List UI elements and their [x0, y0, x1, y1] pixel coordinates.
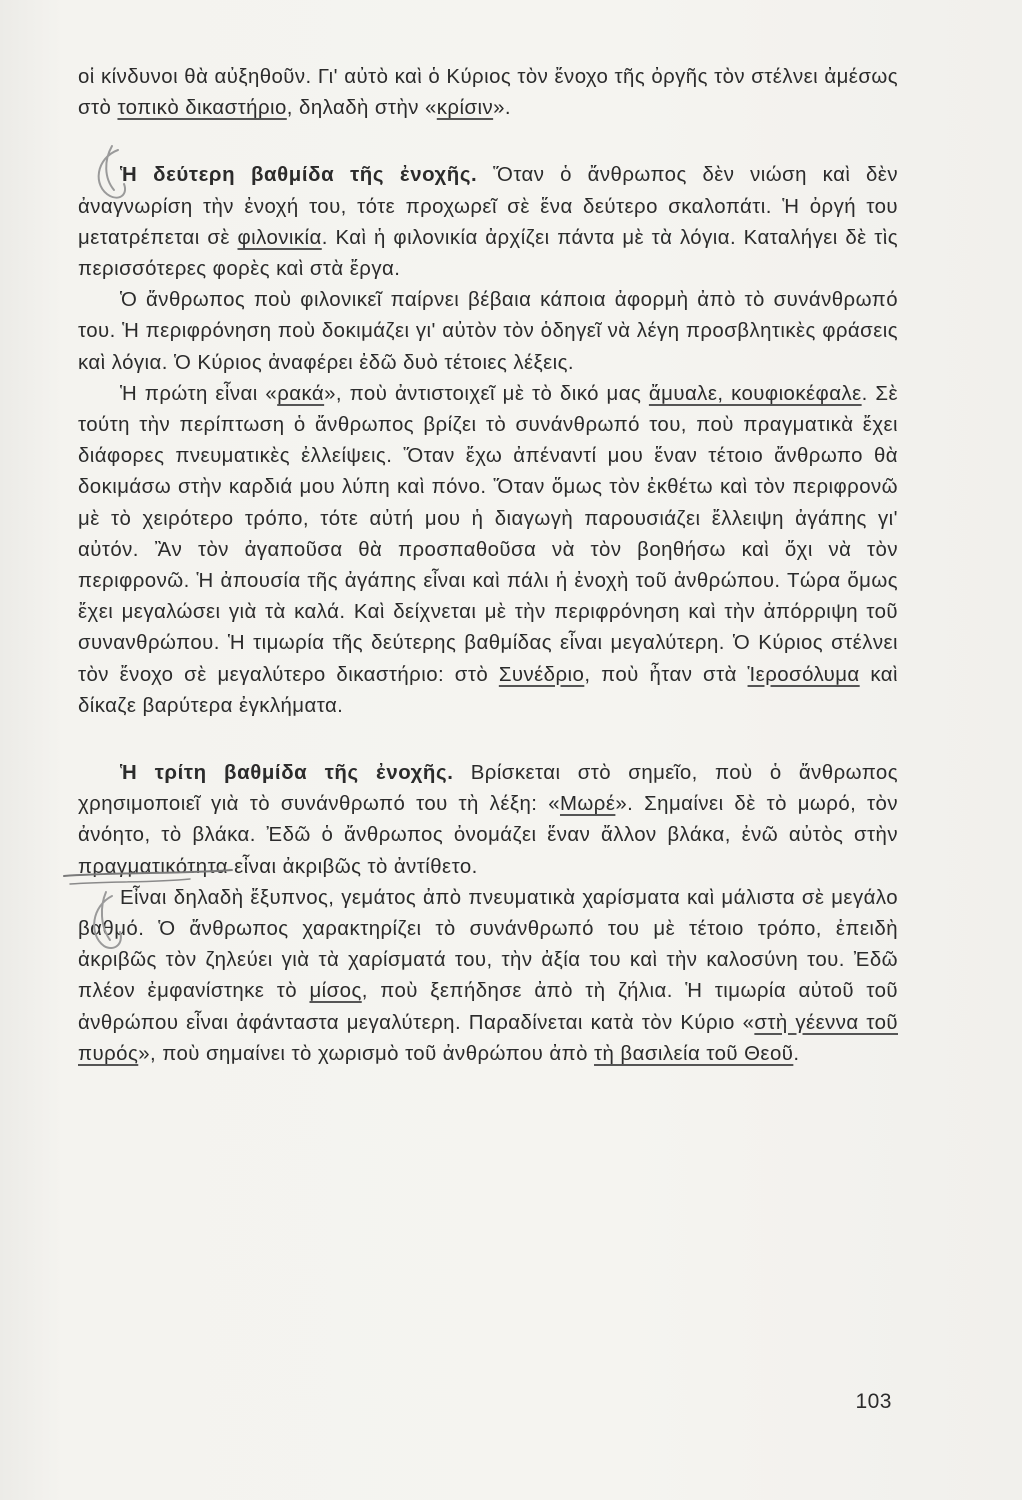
- underlined-phrase: ἄμυαλε, κουφιοκέφαλε: [648, 382, 862, 405]
- paragraph-3: Ὁ ἄνθρωπος ποὺ φιλονικεῖ παίρνει βέβαια κάποια ἀφορμὴ ἀπὸ τὸ συνάνθρωπό του. Ἡ περιφρόνηση ποὺ δοκιμάζει γι' αὐτὸν τὸν ὁδηγεῖ νὰ λέγη προσβλητικὲς φράσεις καὶ λόγια. Ὁ Κύριος ἀναφέρει ἐδῶ δυὸ τέτοιες λέξεις.: [78, 289, 898, 374]
- text-run: Ὅταν ὁ ἄνθρωπος δὲν νιώση καὶ δὲν ἀναγνωρίση τὴν ἐνοχή του, τότε προχωρεῖ σὲ ἕνα δεύτερο σκαλοπάτι. Ἡ ὀργή του μετατρέπεται σὲ: [78, 164, 898, 249]
- page-number: 103: [855, 1390, 892, 1413]
- underlined-phrase: τοπικὸ δικαστήριο: [117, 97, 287, 120]
- section-heading-third-level: Ἡ τρίτη βαθμίδα τῆς ἐνοχῆς.: [120, 762, 454, 785]
- section-heading-second-level: Ἡ δεύτερη βαθμίδα τῆς ἐνοχῆς.: [120, 164, 478, 187]
- underlined-phrase: τὴ βασιλεία τοῦ Θεοῦ: [594, 1042, 794, 1065]
- text-run: », ποὺ ἀντιστοιχεῖ μὲ τὸ δικό μας: [324, 382, 649, 405]
- underlined-phrase: φιλονικία: [237, 226, 322, 249]
- text-run: Ἡ πρώτη εἶναι «: [120, 382, 278, 405]
- text-run: , ποὺ ἦταν στὰ: [584, 663, 748, 686]
- underlined-phrase: μίσος: [309, 980, 362, 1003]
- text-run: . Καὶ ἡ φιλονικία ἀρχίζει πάντα μὲ τὰ λόγια. Καταλήγει δὲ τὶς περισσότερες φορὲς καὶ στὰ ἔργα.: [78, 226, 898, 281]
- text-run: οἱ κίνδυνοι θὰ αὐξηθοῦν. Γι' αὐτὸ καὶ ὁ Κύριος τὸν ἔνοχο τῆς ὀργῆς τὸν στέλνει ἀμέσως στὸ: [78, 66, 898, 120]
- text-run: ». Σημαίνει δὲ τὸ μωρό, τὸν ἀνόητο, τὸ βλάκα. Ἐδῶ ὁ ἄνθρωπος ὀνομάζει ἕναν ἄλλον βλάκα, ἐνῶ αὐτὸς στὴν πραγματικότητα εἶναι ἀκριβῶς τὸ ἀντίθετο.: [78, 793, 898, 878]
- text-run: , δηλαδὴ στὴν «: [286, 97, 437, 120]
- underlined-phrase: στὴ γέεννα τοῦ πυρός: [78, 1011, 898, 1065]
- text-run: , ποὺ ξεπήδησε ἀπὸ τὴ ζήλια. Ἡ τιμωρία αὐτοῦ τοῦ ἀνθρώπου εἶναι ἀφάνταστα μεγαλύτερη. Παραδίνεται κατὰ τὸν Κύριο «: [78, 980, 899, 1034]
- paragraph-2: [78, 160, 898, 285]
- paragraph-1: [78, 62, 898, 124]
- underlined-phrase: κρίσιν: [436, 97, 494, 120]
- text-run: ».: [493, 97, 512, 120]
- text-run: Εἶναι δηλαδὴ ἔξυπνος, γεμάτος ἀπὸ πνευματικὰ χαρίσματα καὶ μάλιστα σὲ μεγάλο βαθμό. Ὁ ἄνθρωπος χαρακτηρίζει τὸ συνάνθρωπό του μὲ τέτοιο τρόπο, ἐπειδὴ ἀκριβῶς τὸν ζηλεύει γιὰ τὰ χαρίσματά του, τὴν ἀξία του καὶ τὴν καλοσύνη του. Ἐδῶ πλέον ἐμφανίστηκε τὸ: [78, 886, 898, 1003]
- paragraph-4: [78, 379, 898, 722]
- paragraph-6: [78, 883, 898, 1070]
- paragraph-5: [78, 758, 898, 883]
- underlined-phrase: Μωρέ: [559, 793, 616, 816]
- text-run: . Σὲ τούτη τὴν περίπτωση ὁ ἄνθρωπος βρίζει τὸ συνάνθρωπό του, ποὺ πραγματικὰ ἔχει διάφορες πνευματικὲς ἐλλείψεις. Ὅταν ἔχω ἀπέναντί μου ἕναν τέτοιο ἄνθρωπο θὰ δοκιμάσω στὴν καρδιά μου λύπη καὶ πόνο. Ὅταν ὅμως τὸν ἐκθέτω καὶ τὸν περιφρονῶ μὲ τὸ χειρότερο τρόπο, τότε αὐτή μου ἡ διαγωγὴ παρουσιάζει ἔλλειψη ἀγάπης γι' αὐτόν. Ἂν τὸν ἀγαποῦσα θὰ προσπαθοῦσα νὰ τὸν βοηθήσω καὶ ὄχι νὰ τὸν περιφρονῶ. Ἡ ἀπουσία τῆς ἀγάπης εἶναι καὶ πάλι ἡ ἐνοχὴ τοῦ ἀνθρώπου. Τώρα ὅμως ἔχει μεγαλώσει γιὰ τὰ καλά. Καὶ δείχνεται μὲ τὴν περιφρόνηση καὶ τὴν ἀπόρριψη τοῦ συνανθρώπου. Ἡ τιμωρία τῆς δεύτερης βαθμίδας εἶναι μεγαλύτερη. Ὁ Κύριος στέλνει τὸν ἔνοχο σὲ μεγαλύτερο δικαστήριο: στὸ: [78, 382, 898, 686]
- underlined-phrase: Ἱεροσόλυμα: [747, 663, 860, 686]
- underlined-phrase: Συνέδριο: [498, 663, 585, 686]
- text-run: καὶ δίκαζε βαρύτερα ἐγκλήματα.: [78, 663, 898, 717]
- text-run: Βρίσκεται στὸ σημεῖο, ποὺ ὁ ἄνθρωπος χρησιμοποιεῖ γιὰ τὸ συνάνθρωπό του τὴ λέξη: «: [78, 762, 899, 816]
- underlined-phrase: ρακά: [277, 382, 325, 405]
- body-text: [78, 62, 898, 1070]
- text-run: », ποὺ σημαίνει τὸ χωρισμὸ τοῦ ἀνθρώπου ἀπὸ: [138, 1042, 595, 1065]
- text-run: .: [793, 1042, 800, 1065]
